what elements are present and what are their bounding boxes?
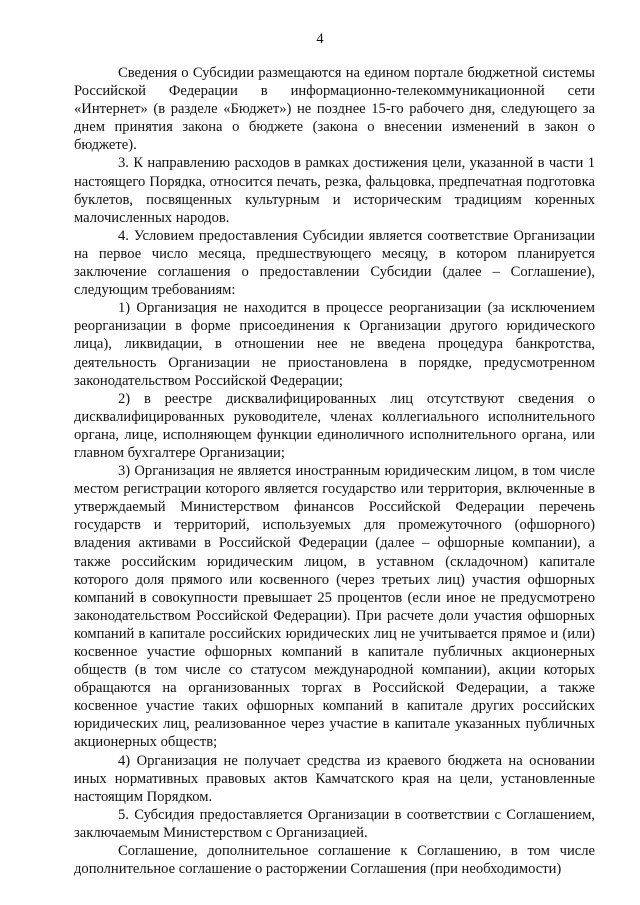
paragraph-agreement-amendments: Соглашение, дополнительное соглашение к Соглашению, в том числе дополнительное соглашение о расторжении Соглашения (при необходимости)	[74, 843, 595, 878]
paragraph-item-3-expenses: 3. К направлению расходов в рамках достижения цели, указанной в части 1 настоящего Порядка, относится печать, резка, фальцовка, предпечатная подготовка буклетов, посвященных культурным и историческим традициям коренных малочисленных народов.	[74, 155, 595, 226]
paragraph-item-5-agreement: 5. Субсидия предоставляется Организации в соответствии с Соглашением, заключаемым Министерством с Организацией.	[74, 806, 595, 841]
paragraph-requirement-2-disqualified-persons: 2) в реестре дисквалифицированных лиц отсутствуют сведения о дисквалифицированных руководителе, членах коллегиального исполнительного органа, лице, исполняющем функции единоличного исполнительного органа, или главном бухгалтере Организации;	[74, 390, 595, 461]
paragraph-requirement-3-offshore: 3) Организация не является иностранным юридическим лицом, в том числе местом регистрации которого является государство или территория, включенные в утверждаемый Министерством финансов Российской Федерации перечень государств и территорий, используемых для промежуточного (офшорного) владения активами в Российской Федерации (далее – офшорные компании), а также российским юридическим лицом, в уставном (складочном) капитале которого доля прямого или косвенного (через третьих лиц) участия офшорных компаний в совокупности превышает 25 процентов (если иное не предусмотрено законодательством Российской Федерации). При расчете доли участия офшорных компаний в капитале российских юридических лиц не учитывается прямое и (или) косвенное участие офшорных компаний в капитале публичных акционерных обществ (в том числе со статусом международной компании), акции которых обращаются на организованных торгах в Российской Федерации, а также косвенное участие таких офшорных компаний в капитале других российских юридических лиц, реализованное через участие в капитале указанных публичных акционерных обществ;	[74, 463, 595, 751]
paragraph-requirement-1-reorganization: 1) Организация не находится в процессе реорганизации (за исключением реорганизации в форме присоединения к Организации другого юридического лица), ликвидации, в отношении нее не введена процедура банкротства, деятельность Организации не приостановлена в порядке, предусмотренном законодательством Российской Федерации;	[74, 300, 595, 389]
paragraph-item-4-conditions: 4. Условием предоставления Субсидии является соответствие Организации на первое число месяца, предшествующего месяцу, в котором планируется заключение соглашения о предоставлении Субсидии (далее – Соглашение), следующим требованиям:	[74, 227, 595, 299]
paragraph-subsidy-info-publication: Сведения о Субсидии размещаются на едином портале бюджетной системы Российской Федерации в информационно-телекоммуникационной сети «Интернет» (в разделе «Бюджет») не позднее 15-го рабочего дня, следующего за днем принятия закона о бюджете (закона о внесении изменений в закон о бюджете).	[74, 65, 595, 154]
page-number: 4	[316, 31, 324, 47]
document-body	[74, 64, 595, 878]
paragraph-requirement-4-regional-budget: 4) Организация не получает средства из краевого бюджета на основании иных нормативных правовых актов Камчатского края на цели, установленные настоящим Порядком.	[74, 752, 595, 805]
